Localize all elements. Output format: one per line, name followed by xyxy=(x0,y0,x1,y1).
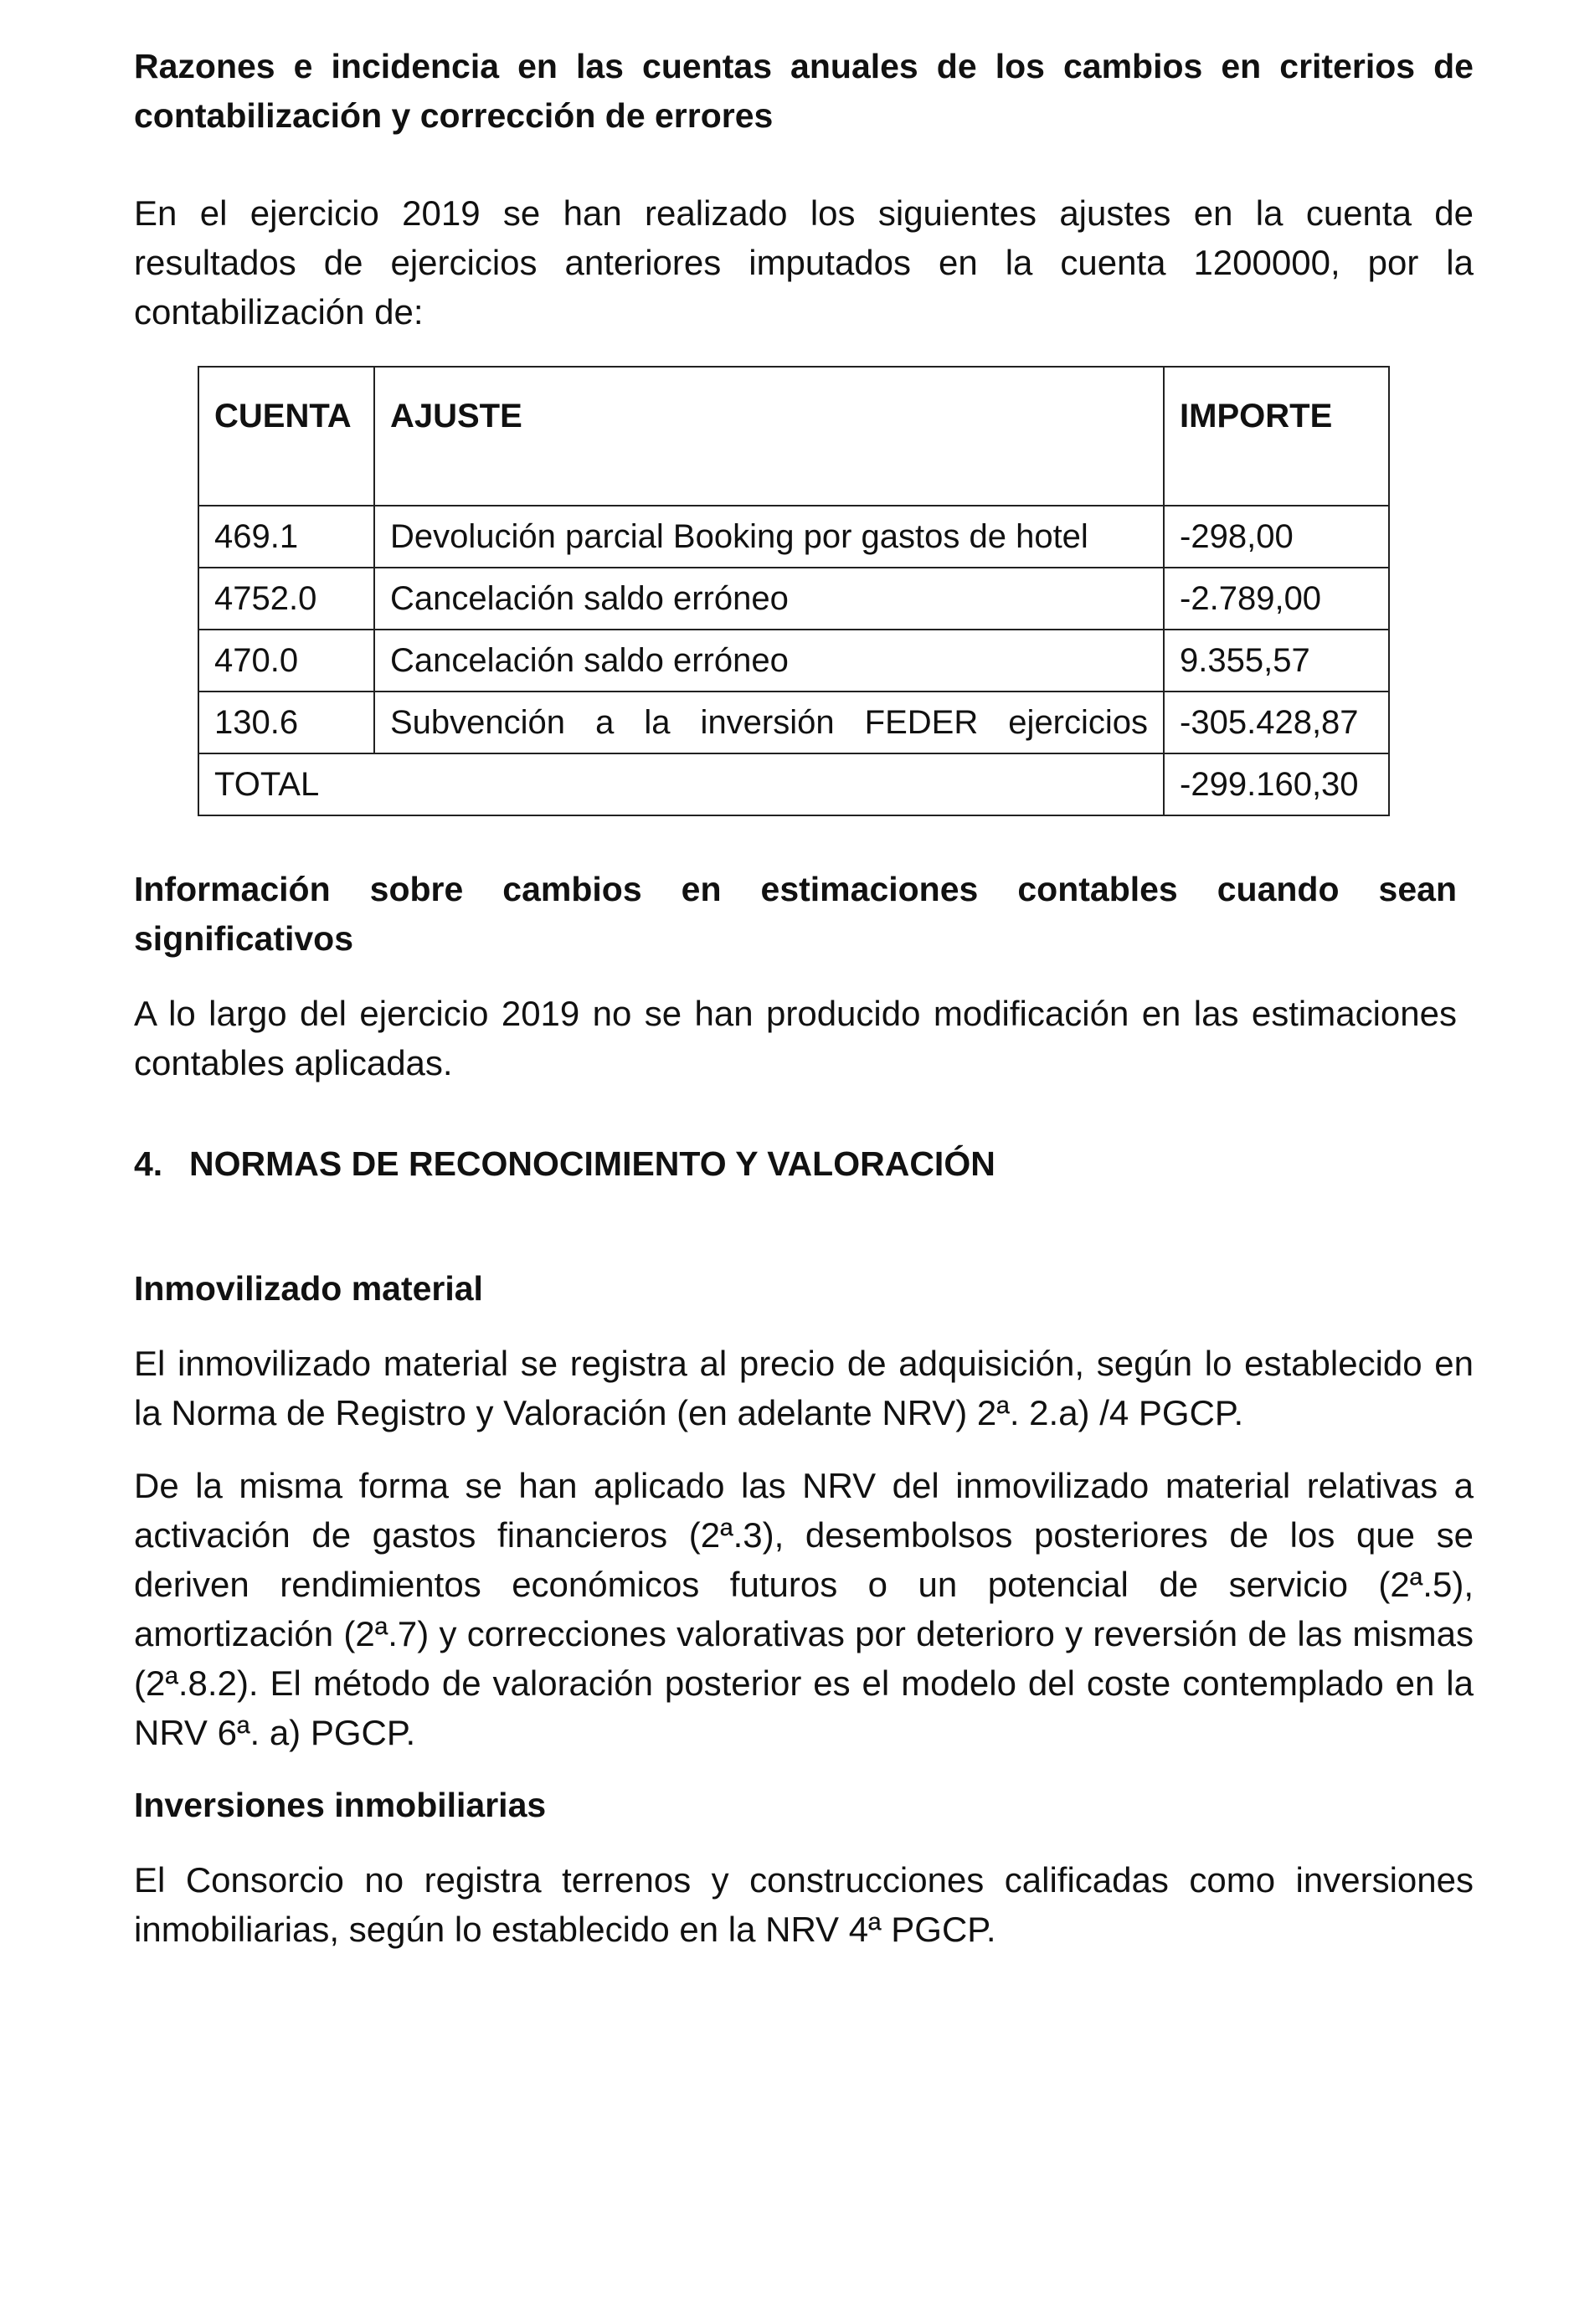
cell-importe: -298,00 xyxy=(1164,506,1389,568)
header-cuenta: CUENTA xyxy=(198,367,374,506)
table-total-row xyxy=(198,753,1389,815)
cell-importe: -305.428,87 xyxy=(1164,692,1389,753)
table-row xyxy=(198,692,1389,753)
cell-cuenta: 130.6 xyxy=(198,692,374,753)
cell-ajuste: Cancelación saldo erróneo xyxy=(374,568,1164,630)
cell-ajuste: Subvención a la inversión FEDER ejercicios xyxy=(374,692,1164,753)
section-number: 4. xyxy=(134,1144,163,1183)
cell-cuenta: 470.0 xyxy=(198,630,374,692)
header-importe: IMPORTE xyxy=(1164,367,1389,506)
cell-importe: 9.355,57 xyxy=(1164,630,1389,692)
table-header-row xyxy=(198,367,1389,506)
section-4-title xyxy=(134,1139,1474,1189)
header-ajuste: AJUSTE xyxy=(374,367,1164,506)
table-row xyxy=(198,506,1389,568)
paragraph-inmovilizado-1: El inmovilizado material se registra al precio de adquisición, según lo establecido en la Norma de Registro y Valoración (en adelante NRV) 2ª. 2.a) /4 PGCP. xyxy=(134,1344,1474,1432)
cell-ajuste: Cancelación saldo erróneo xyxy=(374,630,1164,692)
adjustments-table xyxy=(198,366,1390,816)
intro-paragraph-ajustes: En el ejercicio 2019 se han realizado los siguientes ajustes en la cuenta de resultados de ejercicios anteriores imputados en la cuenta 1200000, por la contabilización de: xyxy=(134,193,1474,332)
total-value: -299.160,30 xyxy=(1164,753,1389,815)
heading-cambios-estimaciones: Información sobre cambios en estimaciones contables cuando sean significativos xyxy=(134,870,1457,958)
paragraph-estimaciones: A lo largo del ejercicio 2019 no se han producido modificación en las estimaciones contables aplicadas. xyxy=(134,994,1457,1082)
cell-cuenta: 4752.0 xyxy=(198,568,374,630)
table-row xyxy=(198,630,1389,692)
cell-importe: -2.789,00 xyxy=(1164,568,1389,630)
heading-inmovilizado-material: Inmovilizado material xyxy=(134,1269,483,1308)
paragraph-inmovilizado-2: De la misma forma se han aplicado las NRV del inmovilizado material relativas a activación de gastos financieros (2ª.3), desembolsos posteriores de los que se deriven rendimientos económicos futuros o un potencial de servicio (2ª.5), amortización (2ª.7) y correcciones valorativas por deterioro y reversión de las mismas (2ª.8.2). El método de valoración posterior es el modelo del coste contemplado en la NRV 6ª. a) PGCP. xyxy=(134,1466,1474,1752)
document-page xyxy=(134,42,1474,1954)
heading-inversiones-inmobiliarias: Inversiones inmobiliarias xyxy=(134,1786,547,1824)
cell-ajuste: Devolución parcial Booking por gastos de hotel xyxy=(374,506,1164,568)
table-row xyxy=(198,568,1389,630)
total-label: TOTAL xyxy=(198,753,1164,815)
heading-razones-cambios-criterios: Razones e incidencia en las cuentas anuales de los cambios en criterios de contabilización y corrección de errores xyxy=(134,47,1474,135)
section-title-text: NORMAS DE RECONOCIMIENTO Y VALORACIÓN xyxy=(189,1144,995,1183)
paragraph-inversiones: El Consorcio no registra terrenos y construcciones calificadas como inversiones inmobiliarias, según lo establecido en la NRV 4ª PGCP. xyxy=(134,1860,1474,1949)
cell-cuenta: 469.1 xyxy=(198,506,374,568)
